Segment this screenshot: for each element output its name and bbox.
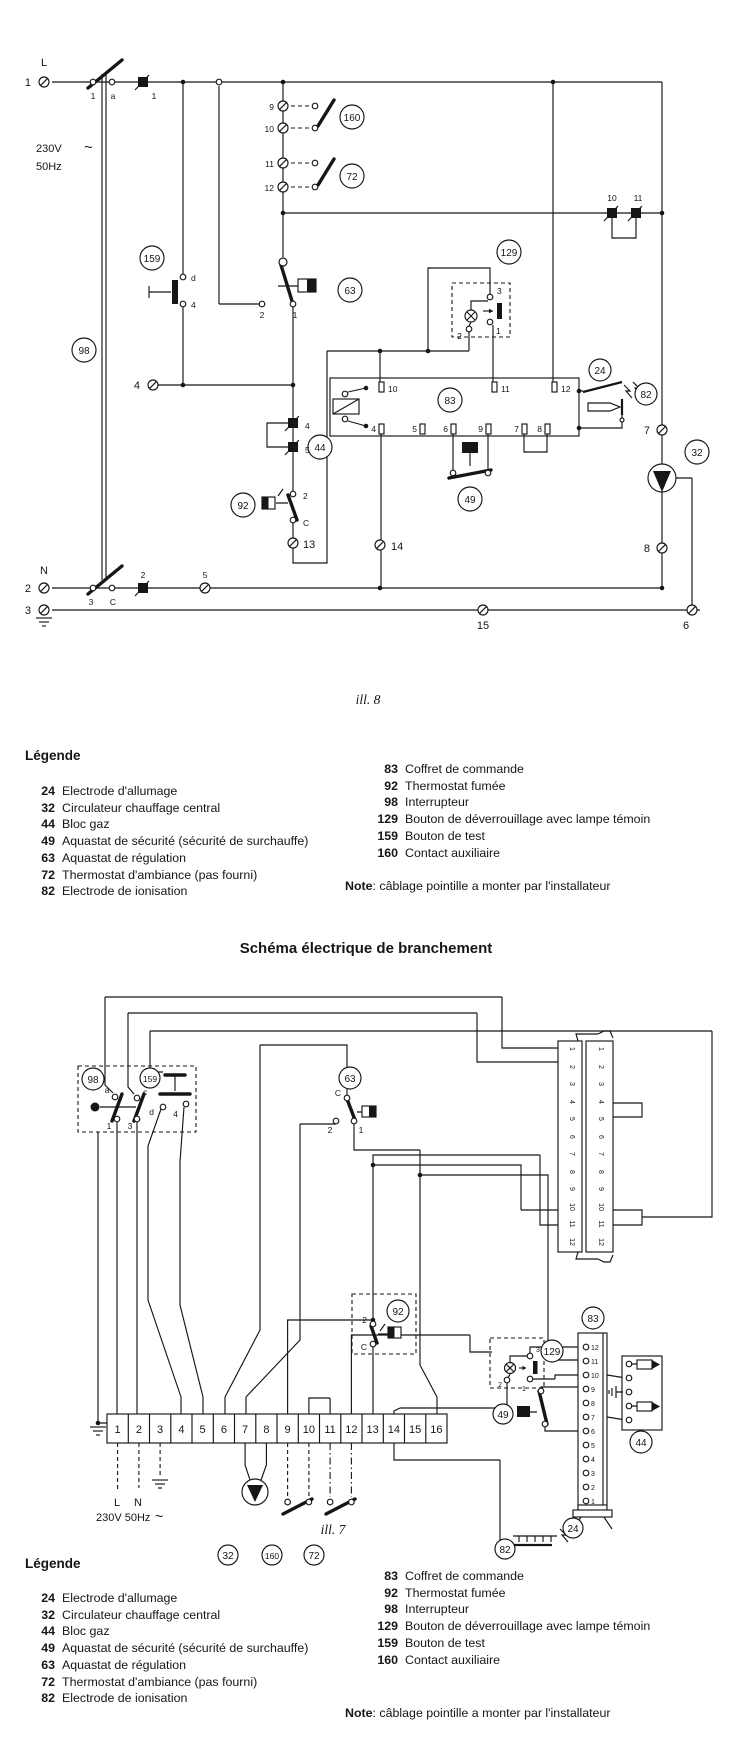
svg-text:8: 8 bbox=[597, 1170, 604, 1174]
ill8-labels bbox=[25, 57, 709, 632]
legend-item: 160 Contact auxiliaire bbox=[377, 845, 501, 860]
ref-98: 98 bbox=[87, 1075, 99, 1086]
svg-text:10: 10 bbox=[568, 1203, 575, 1211]
svg-text:2: 2 bbox=[140, 570, 146, 580]
svg-text:13: 13 bbox=[366, 1424, 379, 1436]
svg-text:12: 12 bbox=[591, 1345, 599, 1352]
svg-text:5: 5 bbox=[305, 445, 310, 455]
svg-text:9: 9 bbox=[284, 1424, 291, 1436]
svg-text:1: 1 bbox=[597, 1047, 604, 1051]
svg-text:2: 2 bbox=[135, 1424, 142, 1436]
svg-text:1: 1 bbox=[292, 310, 298, 320]
connector-clip-top-icon bbox=[576, 1031, 613, 1041]
svg-text:C: C bbox=[360, 1342, 367, 1352]
ac-icon: ~ bbox=[155, 1508, 164, 1524]
label-mains-l: L bbox=[113, 1497, 121, 1509]
ref-32: 32 bbox=[222, 1551, 234, 1562]
svg-text:3: 3 bbox=[127, 1121, 133, 1131]
svg-text:1: 1 bbox=[496, 326, 501, 336]
svg-text:5: 5 bbox=[568, 1117, 575, 1121]
svg-text:2: 2 bbox=[362, 1315, 367, 1325]
svg-text:10: 10 bbox=[388, 384, 398, 394]
svg-text:5: 5 bbox=[199, 1424, 206, 1436]
svg-text:2: 2 bbox=[498, 1382, 502, 1389]
ref-92: 92 bbox=[392, 1307, 404, 1318]
svg-text:7: 7 bbox=[568, 1152, 575, 1156]
svg-text:d: d bbox=[191, 273, 196, 283]
svg-text:9: 9 bbox=[269, 102, 274, 112]
legend-item: 44 Bloc gaz bbox=[41, 817, 110, 832]
svg-text:10: 10 bbox=[302, 1424, 316, 1436]
legend-item: 72 Thermostat d'ambiance (pas fourni) bbox=[41, 1674, 258, 1689]
svg-text:11: 11 bbox=[501, 384, 510, 394]
ac-icon: ~ bbox=[84, 139, 93, 156]
svg-text:1: 1 bbox=[591, 1499, 595, 1506]
legend2-title: Légende bbox=[25, 1556, 81, 1571]
unlock-lamp-icon bbox=[505, 1361, 538, 1374]
ref-160: 160 bbox=[264, 1551, 280, 1561]
svg-text:2: 2 bbox=[327, 1125, 333, 1135]
svg-text:7: 7 bbox=[643, 425, 650, 437]
label-line-l: L bbox=[40, 57, 48, 69]
ref-63: 63 bbox=[344, 286, 356, 297]
svg-text:8: 8 bbox=[643, 543, 650, 555]
ref-82: 82 bbox=[499, 1545, 511, 1556]
label-frequency: 50Hz bbox=[36, 161, 62, 173]
svg-text:15: 15 bbox=[408, 1424, 422, 1436]
ref-129: 129 bbox=[543, 1347, 561, 1358]
legend1-title: Légende bbox=[25, 748, 81, 763]
svg-text:6: 6 bbox=[443, 424, 448, 434]
svg-text:12: 12 bbox=[597, 1238, 604, 1246]
svg-text:15: 15 bbox=[476, 620, 490, 632]
legend1-left bbox=[25, 783, 355, 900]
svg-text:a: a bbox=[110, 91, 116, 101]
connector-clip-bottom-icon bbox=[576, 1252, 613, 1262]
label-voltage: 230V bbox=[36, 143, 62, 155]
legend-item: 160 Contact auxiliaire bbox=[377, 1652, 501, 1667]
svg-text:1: 1 bbox=[151, 91, 157, 101]
legend-item: 63 Aquastat de régulation bbox=[41, 850, 186, 865]
svg-text:12: 12 bbox=[345, 1424, 358, 1436]
terminal-l1 bbox=[39, 77, 49, 87]
ref-44: 44 bbox=[314, 443, 326, 454]
ref-159: 159 bbox=[143, 254, 161, 265]
svg-text:3: 3 bbox=[24, 605, 31, 617]
svg-text:11: 11 bbox=[591, 1359, 599, 1366]
svg-text:7: 7 bbox=[514, 424, 519, 434]
pump-icon bbox=[242, 1479, 268, 1505]
legend2-right bbox=[368, 1568, 718, 1668]
legend-item: 129 Bouton de déverrouillage avec lampe témoin bbox=[377, 812, 651, 827]
label-line-n: N bbox=[40, 565, 48, 577]
svg-text:2: 2 bbox=[259, 310, 265, 320]
svg-text:16: 16 bbox=[430, 1424, 443, 1436]
ionisation-electrode-icon bbox=[588, 399, 622, 415]
svg-text:4: 4 bbox=[597, 1100, 604, 1104]
svg-text:14: 14 bbox=[387, 1424, 401, 1436]
svg-text:11: 11 bbox=[265, 159, 274, 169]
ref-24: 24 bbox=[567, 1524, 579, 1535]
safety-stat-icon bbox=[462, 442, 478, 453]
svg-text:9: 9 bbox=[591, 1387, 595, 1394]
svg-text:3: 3 bbox=[597, 1082, 604, 1086]
pump-icon bbox=[648, 464, 676, 492]
svg-text:10: 10 bbox=[607, 193, 617, 203]
legend-item: 83 Coffret de commande bbox=[384, 1569, 524, 1583]
ref-82: 82 bbox=[640, 390, 652, 401]
legend-item: 32 Circulateur chauffage central bbox=[41, 1607, 221, 1622]
svg-text:6: 6 bbox=[591, 1429, 595, 1436]
svg-text:3: 3 bbox=[568, 1082, 575, 1086]
svg-text:7: 7 bbox=[591, 1415, 595, 1422]
ref-92: 92 bbox=[237, 501, 249, 512]
svg-text:13: 13 bbox=[303, 539, 316, 551]
svg-text:6: 6 bbox=[597, 1135, 604, 1139]
legend-item: 63 Aquastat de régulation bbox=[41, 1657, 186, 1672]
svg-text:C: C bbox=[109, 597, 117, 607]
svg-text:d: d bbox=[149, 1107, 154, 1117]
switch-knob-icon bbox=[91, 1103, 100, 1112]
svg-text:2: 2 bbox=[457, 331, 462, 341]
svg-text:C: C bbox=[303, 518, 310, 528]
svg-text:11: 11 bbox=[568, 1220, 575, 1228]
svg-text:1: 1 bbox=[106, 1121, 112, 1131]
legend-item: 49 Aquastat de sécurité (sécurité de surchauffe) bbox=[41, 1641, 309, 1656]
test-button-icon bbox=[160, 1075, 190, 1094]
svg-text:8: 8 bbox=[263, 1424, 270, 1436]
svg-text:4: 4 bbox=[191, 300, 196, 310]
ref-63: 63 bbox=[344, 1074, 356, 1085]
svg-text:4: 4 bbox=[133, 380, 140, 392]
burner-electrodes-icon bbox=[513, 1529, 568, 1545]
ill8-caption: ill. 8 bbox=[355, 692, 381, 707]
svg-text:2: 2 bbox=[24, 583, 31, 595]
svg-text:5: 5 bbox=[202, 570, 208, 580]
ref-159: 159 bbox=[142, 1074, 158, 1084]
svg-text:3: 3 bbox=[536, 1347, 540, 1354]
ref-160: 160 bbox=[343, 113, 361, 124]
svg-text:3: 3 bbox=[497, 286, 502, 296]
svg-text:6: 6 bbox=[220, 1424, 227, 1436]
svg-text:5: 5 bbox=[412, 424, 417, 434]
ignition-electrode-icon bbox=[583, 382, 641, 398]
svg-text:4: 4 bbox=[371, 424, 376, 434]
label-mains-supply: 230V 50Hz bbox=[96, 1512, 151, 1524]
safety-stat-icon bbox=[517, 1406, 530, 1417]
svg-text:4: 4 bbox=[178, 1424, 185, 1436]
svg-text:1: 1 bbox=[114, 1424, 121, 1436]
legend-item: 82 Electrode de ionisation bbox=[41, 1691, 188, 1706]
svg-text:3: 3 bbox=[591, 1471, 595, 1478]
legend-item: 83 Coffret de commande bbox=[384, 762, 524, 776]
legend-item: 44 Bloc gaz bbox=[41, 1624, 110, 1639]
ref-72: 72 bbox=[308, 1551, 320, 1562]
svg-text:10: 10 bbox=[591, 1373, 599, 1380]
ill7-diagram bbox=[78, 997, 712, 1565]
svg-text:6: 6 bbox=[568, 1135, 575, 1139]
ill7-caption: ill. 7 bbox=[320, 1522, 346, 1537]
svg-text:1: 1 bbox=[522, 1386, 526, 1393]
svg-text:6: 6 bbox=[682, 620, 690, 632]
svg-text:8: 8 bbox=[568, 1170, 575, 1174]
svg-text:5: 5 bbox=[591, 1443, 595, 1450]
svg-text:2: 2 bbox=[568, 1065, 575, 1069]
legend-item: 98 Interrupteur bbox=[384, 1602, 470, 1617]
ref-83: 83 bbox=[444, 396, 456, 407]
svg-text:11: 11 bbox=[324, 1424, 336, 1436]
ref-129: 129 bbox=[500, 248, 518, 259]
label-term-1: 1 bbox=[24, 77, 31, 89]
ref-49: 49 bbox=[497, 1410, 509, 1421]
earth-icon bbox=[152, 1480, 168, 1488]
svg-text:5: 5 bbox=[597, 1117, 604, 1121]
legend-item: 129 Bouton de déverrouillage avec lampe témoin bbox=[377, 1619, 651, 1634]
ref-32: 32 bbox=[691, 448, 703, 459]
ref-24: 24 bbox=[594, 366, 606, 377]
svg-text:C: C bbox=[334, 1088, 341, 1098]
test-button-icon bbox=[172, 280, 178, 304]
legend-item: 92 Thermostat fumée bbox=[384, 1585, 506, 1600]
legend-item: 24 Electrode d'allumage bbox=[41, 784, 178, 798]
svg-text:8: 8 bbox=[537, 424, 542, 434]
svg-text:4: 4 bbox=[568, 1100, 575, 1104]
svg-text:11: 11 bbox=[597, 1220, 604, 1228]
svg-text:4: 4 bbox=[173, 1109, 178, 1119]
svg-text:2: 2 bbox=[591, 1485, 595, 1492]
ill8-junctions bbox=[181, 80, 695, 613]
svg-text:10: 10 bbox=[264, 124, 274, 134]
ill8-diagram bbox=[25, 57, 709, 632]
legend-item: 24 Electrode d'allumage bbox=[41, 1591, 178, 1605]
svg-text:11: 11 bbox=[633, 193, 643, 203]
legend-item: 92 Thermostat fumée bbox=[384, 778, 506, 793]
svg-text:4: 4 bbox=[305, 421, 310, 431]
legend-item: 98 Interrupteur bbox=[384, 795, 470, 810]
svg-text:8: 8 bbox=[591, 1401, 595, 1408]
svg-text:9: 9 bbox=[597, 1187, 604, 1191]
svg-text:10: 10 bbox=[597, 1203, 604, 1211]
legend1-note: Note: câblage pointille a monter par l'installateur bbox=[345, 879, 611, 893]
ref-83: 83 bbox=[587, 1314, 599, 1325]
svg-text:1: 1 bbox=[358, 1125, 364, 1135]
svg-text:2: 2 bbox=[303, 491, 308, 501]
ill8-wires bbox=[52, 60, 700, 610]
legend1-right bbox=[368, 761, 718, 861]
svg-text:7: 7 bbox=[597, 1152, 604, 1156]
legend-item: 82 Electrode de ionisation bbox=[41, 884, 188, 899]
ill8-terminals bbox=[39, 77, 697, 615]
ref-72: 72 bbox=[346, 172, 358, 183]
legend2-note: Note: câblage pointille a monter par l'installateur bbox=[345, 1706, 611, 1720]
svg-text:12: 12 bbox=[561, 384, 571, 394]
legend-item: 159 Bouton de test bbox=[377, 828, 485, 843]
svg-text:c: c bbox=[143, 1087, 148, 1097]
svg-text:9: 9 bbox=[478, 424, 483, 434]
svg-text:1: 1 bbox=[90, 91, 96, 101]
earth-icon bbox=[36, 618, 52, 626]
ref-44: 44 bbox=[635, 1438, 647, 1449]
svg-text:1: 1 bbox=[568, 1047, 575, 1051]
label-mains-n: N bbox=[134, 1497, 142, 1509]
schema-title: Schéma électrique de branchement bbox=[239, 940, 493, 957]
svg-text:7: 7 bbox=[242, 1424, 249, 1436]
svg-text:4: 4 bbox=[591, 1457, 595, 1464]
ill7-wires bbox=[98, 997, 712, 1545]
svg-text:3: 3 bbox=[88, 597, 94, 607]
legend-item: 49 Aquastat de sécurité (sécurité de surchauffe) bbox=[41, 834, 309, 849]
ref-49: 49 bbox=[464, 495, 476, 506]
svg-text:14: 14 bbox=[391, 541, 404, 553]
earth-strip-icon bbox=[90, 1427, 106, 1435]
svg-text:12: 12 bbox=[568, 1238, 575, 1246]
ref-98: 98 bbox=[78, 346, 90, 357]
legend2-left bbox=[25, 1590, 355, 1707]
svg-text:9: 9 bbox=[568, 1187, 575, 1191]
svg-text:12: 12 bbox=[264, 183, 274, 193]
legend-item: 32 Circulateur chauffage central bbox=[41, 800, 221, 815]
ill8-contacts bbox=[90, 79, 624, 591]
svg-text:3: 3 bbox=[157, 1424, 164, 1436]
legend-item: 72 Thermostat d'ambiance (pas fourni) bbox=[41, 867, 258, 882]
svg-text:2: 2 bbox=[597, 1065, 604, 1069]
svg-text:a: a bbox=[104, 1085, 110, 1095]
legend-item: 159 Bouton de test bbox=[377, 1635, 485, 1650]
